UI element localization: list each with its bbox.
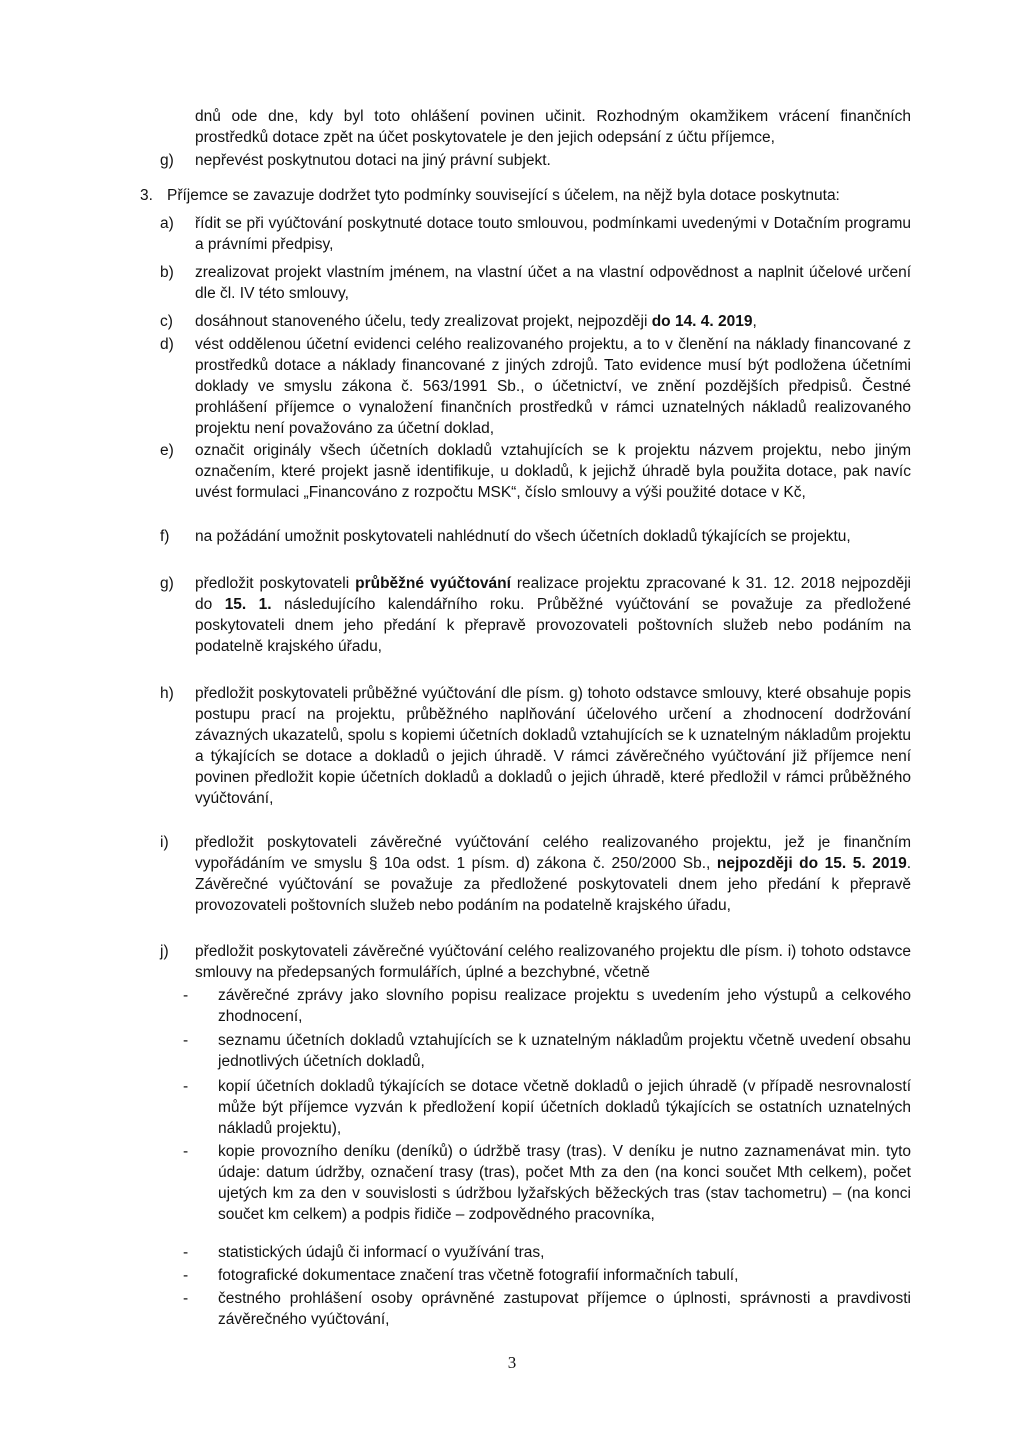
list-item-text: zrealizovat projekt vlastním jménem, na vlastní účet a na vlastní odpovědnost a naplnit účelové určení dle čl. IV této smlouvy, (195, 264, 911, 302)
sub-list-item-text: seznamu účetních dokladů vztahujících se k uznatelným nákladům projektu včetně uvedení obsahu jednotlivých účetních dokladů, (218, 1032, 911, 1070)
text-run: , (752, 313, 757, 330)
list-item-text (195, 311, 911, 332)
sub-list-item-text: závěrečné zprávy jako slovního popisu realizace projektu s uvedením jeho výstupů a celkového zhodnocení, (218, 987, 911, 1025)
sub-list-item-text: fotografické dokumentace značení tras včetně fotografií informačních tabulí, (218, 1267, 739, 1284)
sub-list-item-text: kopie provozního deníku (deníků) o údržbě trasy (tras). V deníku je nutno zaznamenávat min. tyto údaje: datum údržby, označení trasy (tras), počet Mth za den (na konci součet Mth celkem), počet ujetých km za den v souvislosti s údržbou lyžařských běžeckých tras (stav tachometru) – (na konci součet km celkem) a podpis řidiče – zodpovědného pracovníka, (218, 1143, 911, 1223)
list-marker: e) (160, 442, 174, 459)
list-item-text: předložit poskytovateli průběžné vyúčtování dle písm. g) tohoto odstavce smlouvy, které obsahuje popis postupu prací na projektu, průběžného naplňování účelového určení a zhodnocení dodržování závazných ukazatelů, spolu s kopiemi účetních dokladů vztahujících se k uznatelným nákladům projektu a týkajících se dotace a dokladů o jejich úhradě. V rámci závěrečného vyúčtování již příjemce není povinen předložit kopie účetních dokladů a dokladů o jejich úhradě, které předložil v rámci průběžného vyúčtování, (195, 685, 911, 807)
section-intro: Příjemce se zavazuje dodržet tyto podmínky související s účelem, na nějž byla dotace poskytnuta: (167, 187, 840, 204)
continuation-paragraph: dnů ode dne, kdy byl toto ohlášení povinen učinit. Rozhodným okamžikem vrácení finančních prostředků dotace zpět na účet poskytovatele je den jejich odepsání z účtu příjemce, (195, 108, 911, 146)
text-run: předložit poskytovateli (195, 575, 356, 592)
bold-deadline: do 14. 4. 2019 (651, 313, 753, 330)
page-number: 3 (507, 1353, 517, 1372)
dash-bullet: - (183, 1078, 189, 1095)
list-marker: f) (160, 528, 170, 545)
list-item-text: vést oddělenou účetní evidenci celého realizovaného projektu, a to v členění na náklady financované z prostředků dotace a náklady financované z jiných zdrojů. Tato evidence musí být podložena účetními doklady ve smyslu zákona č. 563/1991 Sb., o účetnictví, ve znění pozdějších předpisů. Čestné prohlášení příjemce o vynaložení finančních prostředků v rámci uznatelných nákladů realizovaného projektu není považováno za účetní doklad, (195, 336, 911, 437)
list-marker: g) (160, 575, 174, 592)
bold-deadline: 15. 1. (224, 596, 272, 613)
list-item-text: předložit poskytovateli závěrečné vyúčtování celého realizovaného projektu dle písm. i) tohoto odstavce smlouvy na předepsaných formulářích, úplné a bezchybné, včetně (195, 943, 911, 981)
dash-bullet: - (183, 1290, 189, 1307)
bold-term: průběžné vyúčtování (355, 575, 511, 592)
list-item-text: řídit se při vyúčtování poskytnuté dotace touto smlouvou, podmínkami uvedenými v Dotačním programu a právními předpisy, (195, 215, 911, 253)
list-item-text: označit originály všech účetních dokladů vztahujících se k projektu názvem projektu, nebo jiným označením, které projekt jasně identifikuje, u dokladů, k jejichž úhradě byla použita dotace, pak navíc uvést formulaci „Financováno z rozpočtu MSK“, číslo smlouvy a výši použité dotace v Kč, (195, 442, 911, 501)
list-marker: i) (160, 834, 169, 851)
list-marker: g) (160, 152, 174, 169)
bold-deadline: nejpozději do 15. 5. 2019 (716, 855, 907, 872)
list-item-text (195, 573, 911, 657)
dash-bullet: - (183, 1143, 189, 1160)
dash-bullet: - (183, 1244, 189, 1261)
text-run: předložit poskytovateli závěrečné vyúčtování celého realizovaného projektu, jež je finančním vypořádáním ve smyslu § 10a odst. 1 písm. d) zákona č. 250/2000 Sb., (195, 834, 911, 872)
list-marker: h) (160, 685, 174, 702)
list-marker: b) (160, 264, 174, 281)
sub-list-item-text: statistických údajů či informací o využívání tras, (218, 1244, 545, 1261)
dash-bullet: - (183, 987, 189, 1004)
dash-bullet: - (183, 1267, 189, 1284)
list-item-text: na požádání umožnit poskytovateli nahlédnutí do všech účetních dokladů týkajících se projektu, (195, 528, 851, 545)
sub-list-item-text: kopií účetních dokladů týkajících se dotace včetně dokladů o jejich úhradě (v případě nesrovnalostí může být příjemce vyzván k předložení kopií účetních dokladů týkajících se ostatních uznatelných nákladů projektu), (218, 1078, 911, 1137)
list-marker: d) (160, 336, 174, 353)
list-marker: a) (160, 215, 174, 232)
text-run: realizace projektu zpracované k 31. 12. 2018 nejpozději do (195, 575, 911, 613)
text-run: následujícího kalendářního roku. Průběžné vyúčtování se považuje za předložené poskytovateli dnem jeho předání k přepravě provozovateli poštovních služeb nebo podáním na podatelně krajského úřadu, (195, 596, 911, 655)
sub-list-item-text: čestného prohlášení osoby oprávněné zastupovat příjemce o úplnosti, správnosti a pravdivosti závěrečného vyúčtování, (218, 1290, 911, 1328)
dash-bullet: - (183, 1032, 189, 1049)
list-item-text: nepřevést poskytnutou dotaci na jiný právní subjekt. (195, 152, 551, 169)
text-run: dosáhnout stanoveného účelu, tedy zrealizovat projekt, nejpozději (195, 313, 652, 330)
list-item-text (195, 832, 911, 916)
list-marker: c) (160, 313, 173, 330)
text-run: . Závěrečné vyúčtování se považuje za předložené poskytovateli dnem jeho předání k přepravě provozovateli poštovních služeb nebo podáním na podatelně krajského úřadu, (195, 855, 912, 914)
section-number: 3. (140, 187, 153, 204)
list-marker: j) (160, 943, 169, 960)
